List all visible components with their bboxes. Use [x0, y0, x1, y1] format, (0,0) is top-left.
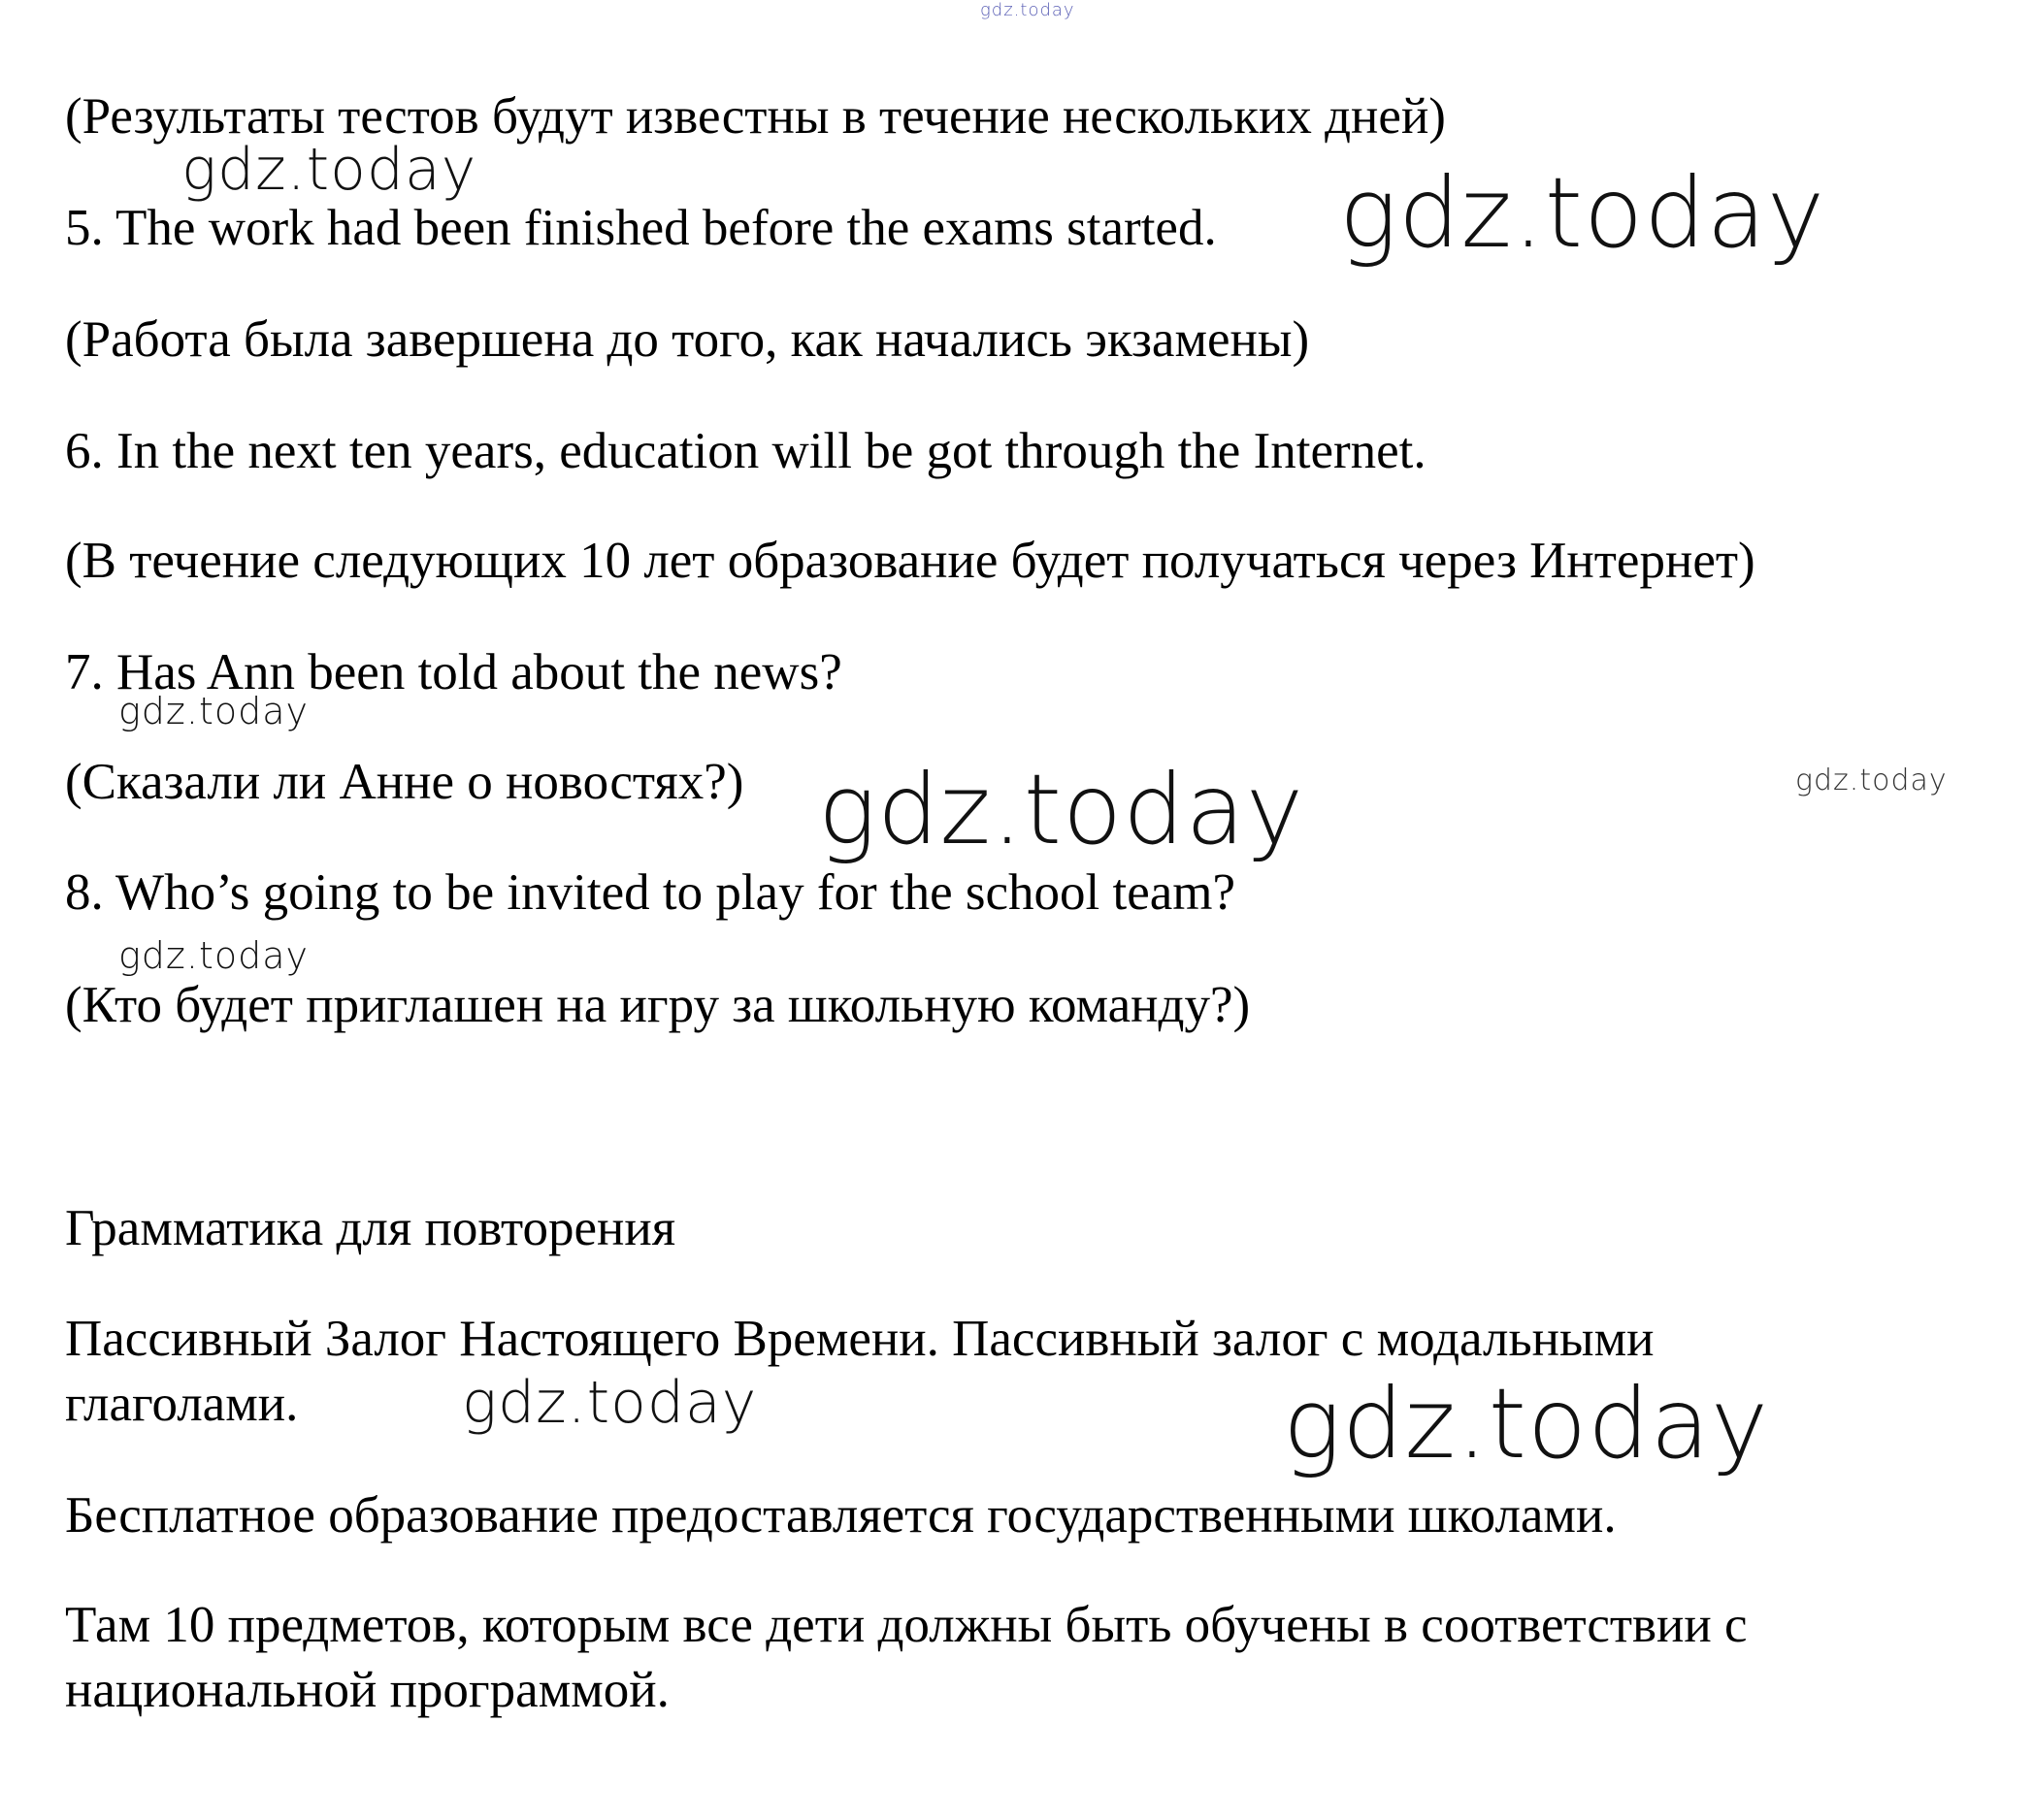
grammar-example-1: Бесплатное образование предоставляется государственными школами. [65, 1487, 1617, 1544]
watermark-large: gdz.today [818, 753, 1305, 866]
watermark-top: gdz.today [980, 0, 1075, 20]
grammar-topic-line-1: Пассивный Залог Настоящего Времени. Пассивный залог с модальными [65, 1311, 1655, 1367]
watermark: gdz.today [462, 1369, 758, 1437]
translation-8: (Кто будет приглашен на игру за школьную команду?) [65, 977, 1251, 1033]
translation-5: (Работа была завершена до того, как начались экзамены) [65, 311, 1310, 368]
translation-4: (Результаты тестов будут известны в течение нескольких дней) [65, 88, 1446, 145]
translation-6: (В течение следующих 10 лет образование будет получаться через Интернет) [65, 533, 1755, 589]
watermark: gdz.today [118, 934, 309, 977]
exercise-item-6: 6. In the next ten years, education will be got through the Internet. [65, 423, 1426, 479]
grammar-topic-line-2: глаголами. [65, 1376, 299, 1432]
exercise-item-8: 8. Who’s going to be invited to play for the school team? [65, 864, 1236, 921]
watermark-small: gdz.today [1795, 764, 1948, 797]
translation-7: (Сказали ли Анне о новостях?) [65, 754, 744, 810]
exercise-item-5: 5. The work had been finished before the exams started. [65, 200, 1217, 256]
grammar-example-2-line-2: национальной программой. [65, 1662, 670, 1718]
grammar-example-2-line-1: Там 10 предметов, которым все дети должны быть обучены в соответствии с [65, 1597, 1748, 1653]
watermark-large: gdz.today [1283, 1367, 1770, 1480]
exercise-item-7: 7. Has Ann been told about the news? [65, 644, 842, 700]
watermark: gdz.today [181, 136, 477, 204]
watermark-large: gdz.today [1339, 156, 1826, 270]
watermark: gdz.today [118, 690, 309, 732]
grammar-heading: Грамматика для повторения [65, 1200, 676, 1256]
